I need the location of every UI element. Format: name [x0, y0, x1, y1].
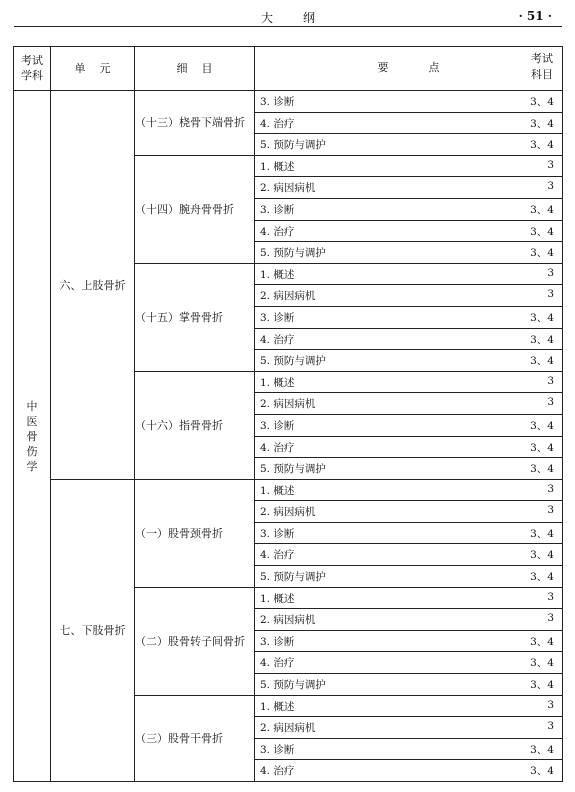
- point-cell: [255, 328, 563, 350]
- point-level: 3、4: [530, 765, 554, 778]
- point-cell: [255, 112, 563, 134]
- point-text: 5. 预防与调护: [260, 247, 326, 260]
- point-text: 4. 治疗: [260, 117, 295, 130]
- header-points-label: 要点: [377, 61, 480, 74]
- point-text: 3. 诊断: [260, 743, 295, 756]
- page-header: [14, 8, 562, 27]
- point-text: 3. 诊断: [260, 96, 295, 108]
- point-cell: [255, 738, 563, 760]
- point-text: 1. 概述: [260, 160, 295, 173]
- point-cell: [255, 566, 563, 588]
- point-level: 3、4: [530, 441, 554, 454]
- point-cell: [255, 263, 563, 285]
- point-level: 3: [547, 266, 554, 279]
- point-level: 3、4: [530, 657, 554, 670]
- table-header-row: [14, 47, 563, 91]
- point-level: 3: [547, 374, 554, 387]
- point-level: 3: [547, 180, 554, 193]
- point-level: 3、4: [530, 203, 554, 216]
- point-text: 1. 概述: [260, 592, 295, 605]
- point-level: 3、4: [530, 333, 554, 346]
- point-text: 2. 病因病机: [260, 182, 316, 195]
- point-level: 3、4: [530, 463, 554, 476]
- point-cell: [255, 134, 563, 156]
- point-text: 4. 治疗: [260, 225, 295, 238]
- unit-cell: 六、上肢骨折: [51, 91, 135, 480]
- point-cell: [255, 717, 563, 739]
- header-points: [255, 47, 563, 91]
- point-level: 3: [547, 482, 554, 495]
- point-text: 3. 诊断: [260, 527, 295, 540]
- point-cell: [255, 350, 563, 372]
- point-level: 3: [547, 396, 554, 409]
- point-text: 1. 概述: [260, 700, 295, 713]
- point-level: 3、4: [530, 117, 554, 130]
- detail-cell: （二）股骨转子间骨折: [135, 587, 255, 695]
- point-level: 3: [547, 720, 554, 733]
- table-row: [14, 479, 563, 501]
- point-level: 3、4: [530, 527, 554, 540]
- point-cell: [255, 285, 563, 307]
- point-level: 3、4: [530, 419, 554, 432]
- header-subject: 考试学科: [14, 47, 51, 91]
- point-cell: [255, 198, 563, 220]
- point-level: 3、4: [530, 635, 554, 648]
- point-text: 3. 诊断: [260, 635, 295, 648]
- detail-cell: （三）股骨干骨折: [135, 695, 255, 781]
- point-cell: [255, 609, 563, 631]
- point-cell: [255, 91, 563, 113]
- point-level: 3: [547, 288, 554, 301]
- point-text: 2. 病因病机: [260, 722, 316, 735]
- point-text: 5. 预防与调护: [260, 355, 326, 368]
- point-level: 3、4: [530, 225, 554, 238]
- point-cell: [255, 220, 563, 242]
- point-text: 1. 概述: [260, 484, 295, 497]
- point-level: 3、4: [530, 96, 554, 108]
- point-level: 3、4: [530, 247, 554, 260]
- header-unit: 单元: [51, 47, 135, 91]
- point-cell: [255, 522, 563, 544]
- point-cell: [255, 177, 563, 199]
- point-text: 3. 诊断: [260, 203, 295, 216]
- point-cell: [255, 479, 563, 501]
- point-text: 5. 预防与调护: [260, 463, 326, 476]
- point-text: 5. 预防与调护: [260, 139, 326, 152]
- point-cell: [255, 587, 563, 609]
- point-level: 3: [547, 590, 554, 603]
- subject-name: 中医骨伤学: [26, 399, 38, 473]
- point-cell: [255, 760, 563, 782]
- point-cell: [255, 630, 563, 652]
- point-text: 5. 预防与调护: [260, 571, 326, 584]
- header-detail: 细目: [135, 47, 255, 91]
- point-text: 3. 诊断: [260, 419, 295, 432]
- detail-cell: （十五）掌骨骨折: [135, 263, 255, 371]
- point-level: 3、4: [530, 571, 554, 584]
- point-level: 3: [547, 158, 554, 171]
- point-cell: [255, 501, 563, 523]
- point-text: 1. 概述: [260, 376, 295, 389]
- point-text: 1. 概述: [260, 268, 295, 281]
- point-level: 3、4: [530, 679, 554, 692]
- syllabus-table: [13, 46, 563, 782]
- point-text: 2. 病因病机: [260, 398, 316, 411]
- detail-cell: （十六）指骨骨折: [135, 371, 255, 479]
- point-text: 2. 病因病机: [260, 506, 316, 519]
- page-number: · 51 ·: [518, 9, 552, 23]
- point-text: 2. 病因病机: [260, 614, 316, 627]
- table-row: [14, 91, 563, 113]
- unit-cell: 七、下肢骨折: [51, 479, 135, 781]
- table-body: [14, 91, 563, 782]
- point-cell: [255, 652, 563, 674]
- point-level: 3、4: [530, 139, 554, 152]
- point-cell: [255, 544, 563, 566]
- point-cell: [255, 414, 563, 436]
- header-title: 大纲: [260, 11, 345, 25]
- detail-cell: （十四）腕舟骨骨折: [135, 155, 255, 263]
- point-cell: [255, 458, 563, 480]
- point-text: 5. 预防与调护: [260, 679, 326, 692]
- subject-cell: [14, 91, 51, 782]
- point-cell: [255, 242, 563, 264]
- point-text: 3. 诊断: [260, 311, 295, 324]
- header-level-label: 考试科目: [531, 52, 553, 81]
- point-cell: [255, 674, 563, 696]
- point-text: 4. 治疗: [260, 333, 295, 346]
- point-cell: [255, 393, 563, 415]
- point-level: 3、4: [530, 743, 554, 756]
- point-text: 2. 病因病机: [260, 290, 316, 303]
- point-level: 3: [547, 504, 554, 517]
- detail-cell: （十三）桡骨下端骨折: [135, 91, 255, 156]
- point-cell: [255, 371, 563, 393]
- point-level: 3、4: [530, 549, 554, 562]
- point-level: 3: [547, 698, 554, 711]
- point-cell: [255, 436, 563, 458]
- point-cell: [255, 695, 563, 717]
- point-text: 4. 治疗: [260, 441, 295, 454]
- point-cell: [255, 155, 563, 177]
- point-cell: [255, 306, 563, 328]
- point-level: 3: [547, 612, 554, 625]
- point-level: 3、4: [530, 355, 554, 368]
- point-text: 4. 治疗: [260, 765, 295, 778]
- point-text: 4. 治疗: [260, 657, 295, 670]
- point-text: 4. 治疗: [260, 549, 295, 562]
- point-level: 3、4: [530, 311, 554, 324]
- detail-cell: （一）股骨颈骨折: [135, 479, 255, 587]
